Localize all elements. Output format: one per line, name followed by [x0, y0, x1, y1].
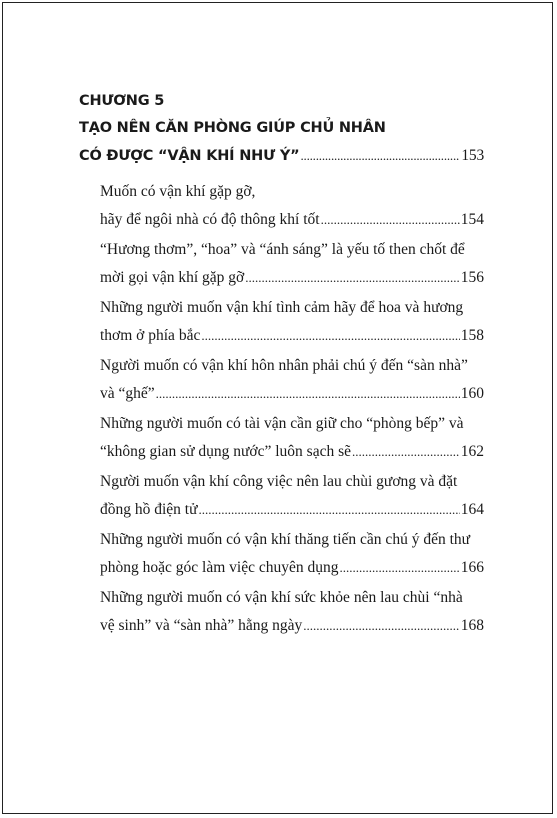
toc-entry-text: mời gọi vận khí gặp gỡ: [100, 269, 245, 286]
toc-entry-text: phòng hoặc góc làm việc chuyên dụng: [100, 559, 339, 576]
toc-entry-line-2: [100, 496, 484, 524]
toc-page-number: 154: [460, 211, 484, 228]
toc-entry-line-2: [100, 206, 484, 234]
chapter-title-line-2: [79, 142, 484, 169]
toc-entry-text: hãy để ngôi nhà có độ thông khí tốt: [100, 211, 320, 228]
toc-entry: [100, 294, 484, 352]
toc-entry-text: và “ghế”: [100, 385, 155, 402]
toc-entry-line-1: Người muốn có vận khí hôn nhân phải chú ý đến “sàn nhà”: [100, 357, 468, 374]
toc-entry: [100, 584, 484, 642]
toc-entry-line-1: Người muốn vận khí công việc nên lau chùi gương và đặt: [100, 473, 458, 490]
dot-leader: [303, 612, 459, 640]
toc-entry: [100, 236, 484, 294]
toc-entry-line-1: Muốn có vận khí gặp gỡ,: [100, 183, 256, 200]
toc-entry: [100, 178, 484, 236]
chapter-title-text: CÓ ĐƯỢC “VẬN KHÍ NHƯ Ý”: [79, 148, 300, 164]
toc-entry-line-2: [100, 380, 484, 408]
toc-page-number: 158: [460, 327, 484, 344]
toc-entry-line-1: “Hương thơm”, “hoa” và “ánh sáng” là yếu tố then chốt để: [100, 241, 465, 258]
toc-entry: [100, 410, 484, 468]
toc-page-number: 166: [460, 559, 484, 576]
toc-entry: [100, 526, 484, 584]
chapter-number: CHƯƠNG 5: [79, 93, 165, 109]
toc-entry: [100, 352, 484, 410]
dot-leader: [321, 206, 460, 234]
dot-leader: [156, 380, 460, 408]
chapter-heading: [79, 88, 484, 169]
toc-page-number: 162: [460, 443, 484, 460]
toc-entry-line-2: [100, 438, 484, 466]
toc-entry-line-2: [100, 264, 484, 292]
dot-leader: [245, 264, 459, 292]
toc-entries: [100, 178, 484, 642]
toc-entry-line-2: [100, 322, 484, 350]
toc-page-number: 160: [460, 385, 484, 402]
toc-entry-text: thơm ở phía bắc: [100, 327, 201, 344]
dot-leader: [199, 496, 460, 524]
toc-entry-line-1: Những người muốn có tài vận cần giữ cho “phòng bếp” và: [100, 415, 464, 432]
chapter-page-number: 153: [461, 147, 484, 164]
dot-leader: [352, 438, 460, 466]
dot-leader: [300, 142, 460, 169]
toc-entry-line-1: Những người muốn có vận khí sức khỏe nên lau chùi “nhà: [100, 589, 463, 606]
toc-entry-text: vệ sinh” và “sàn nhà” hằng ngày: [100, 617, 303, 634]
toc-entry: [100, 468, 484, 526]
toc-page-number: 168: [460, 617, 484, 634]
toc-entry-line-2: [100, 554, 484, 582]
dot-leader: [339, 554, 459, 582]
dot-leader: [201, 322, 459, 350]
toc-entry-line-2: [100, 612, 484, 640]
toc-entry-line-1: Những người muốn có vận khí thăng tiến cần chú ý đến thư: [100, 531, 471, 548]
toc-page-number: 164: [460, 501, 484, 518]
toc-entry-line-1: Những người muốn vận khí tình cảm hãy để hoa và hương: [100, 299, 464, 316]
chapter-title-line-1: TẠO NÊN CĂN PHÒNG GIÚP CHỦ NHÂN: [79, 120, 386, 136]
toc-entry-text: “không gian sử dụng nước” luôn sạch sẽ: [100, 443, 351, 460]
toc-entry-text: đồng hồ điện tử: [100, 501, 198, 518]
toc-page-number: 156: [460, 269, 484, 286]
